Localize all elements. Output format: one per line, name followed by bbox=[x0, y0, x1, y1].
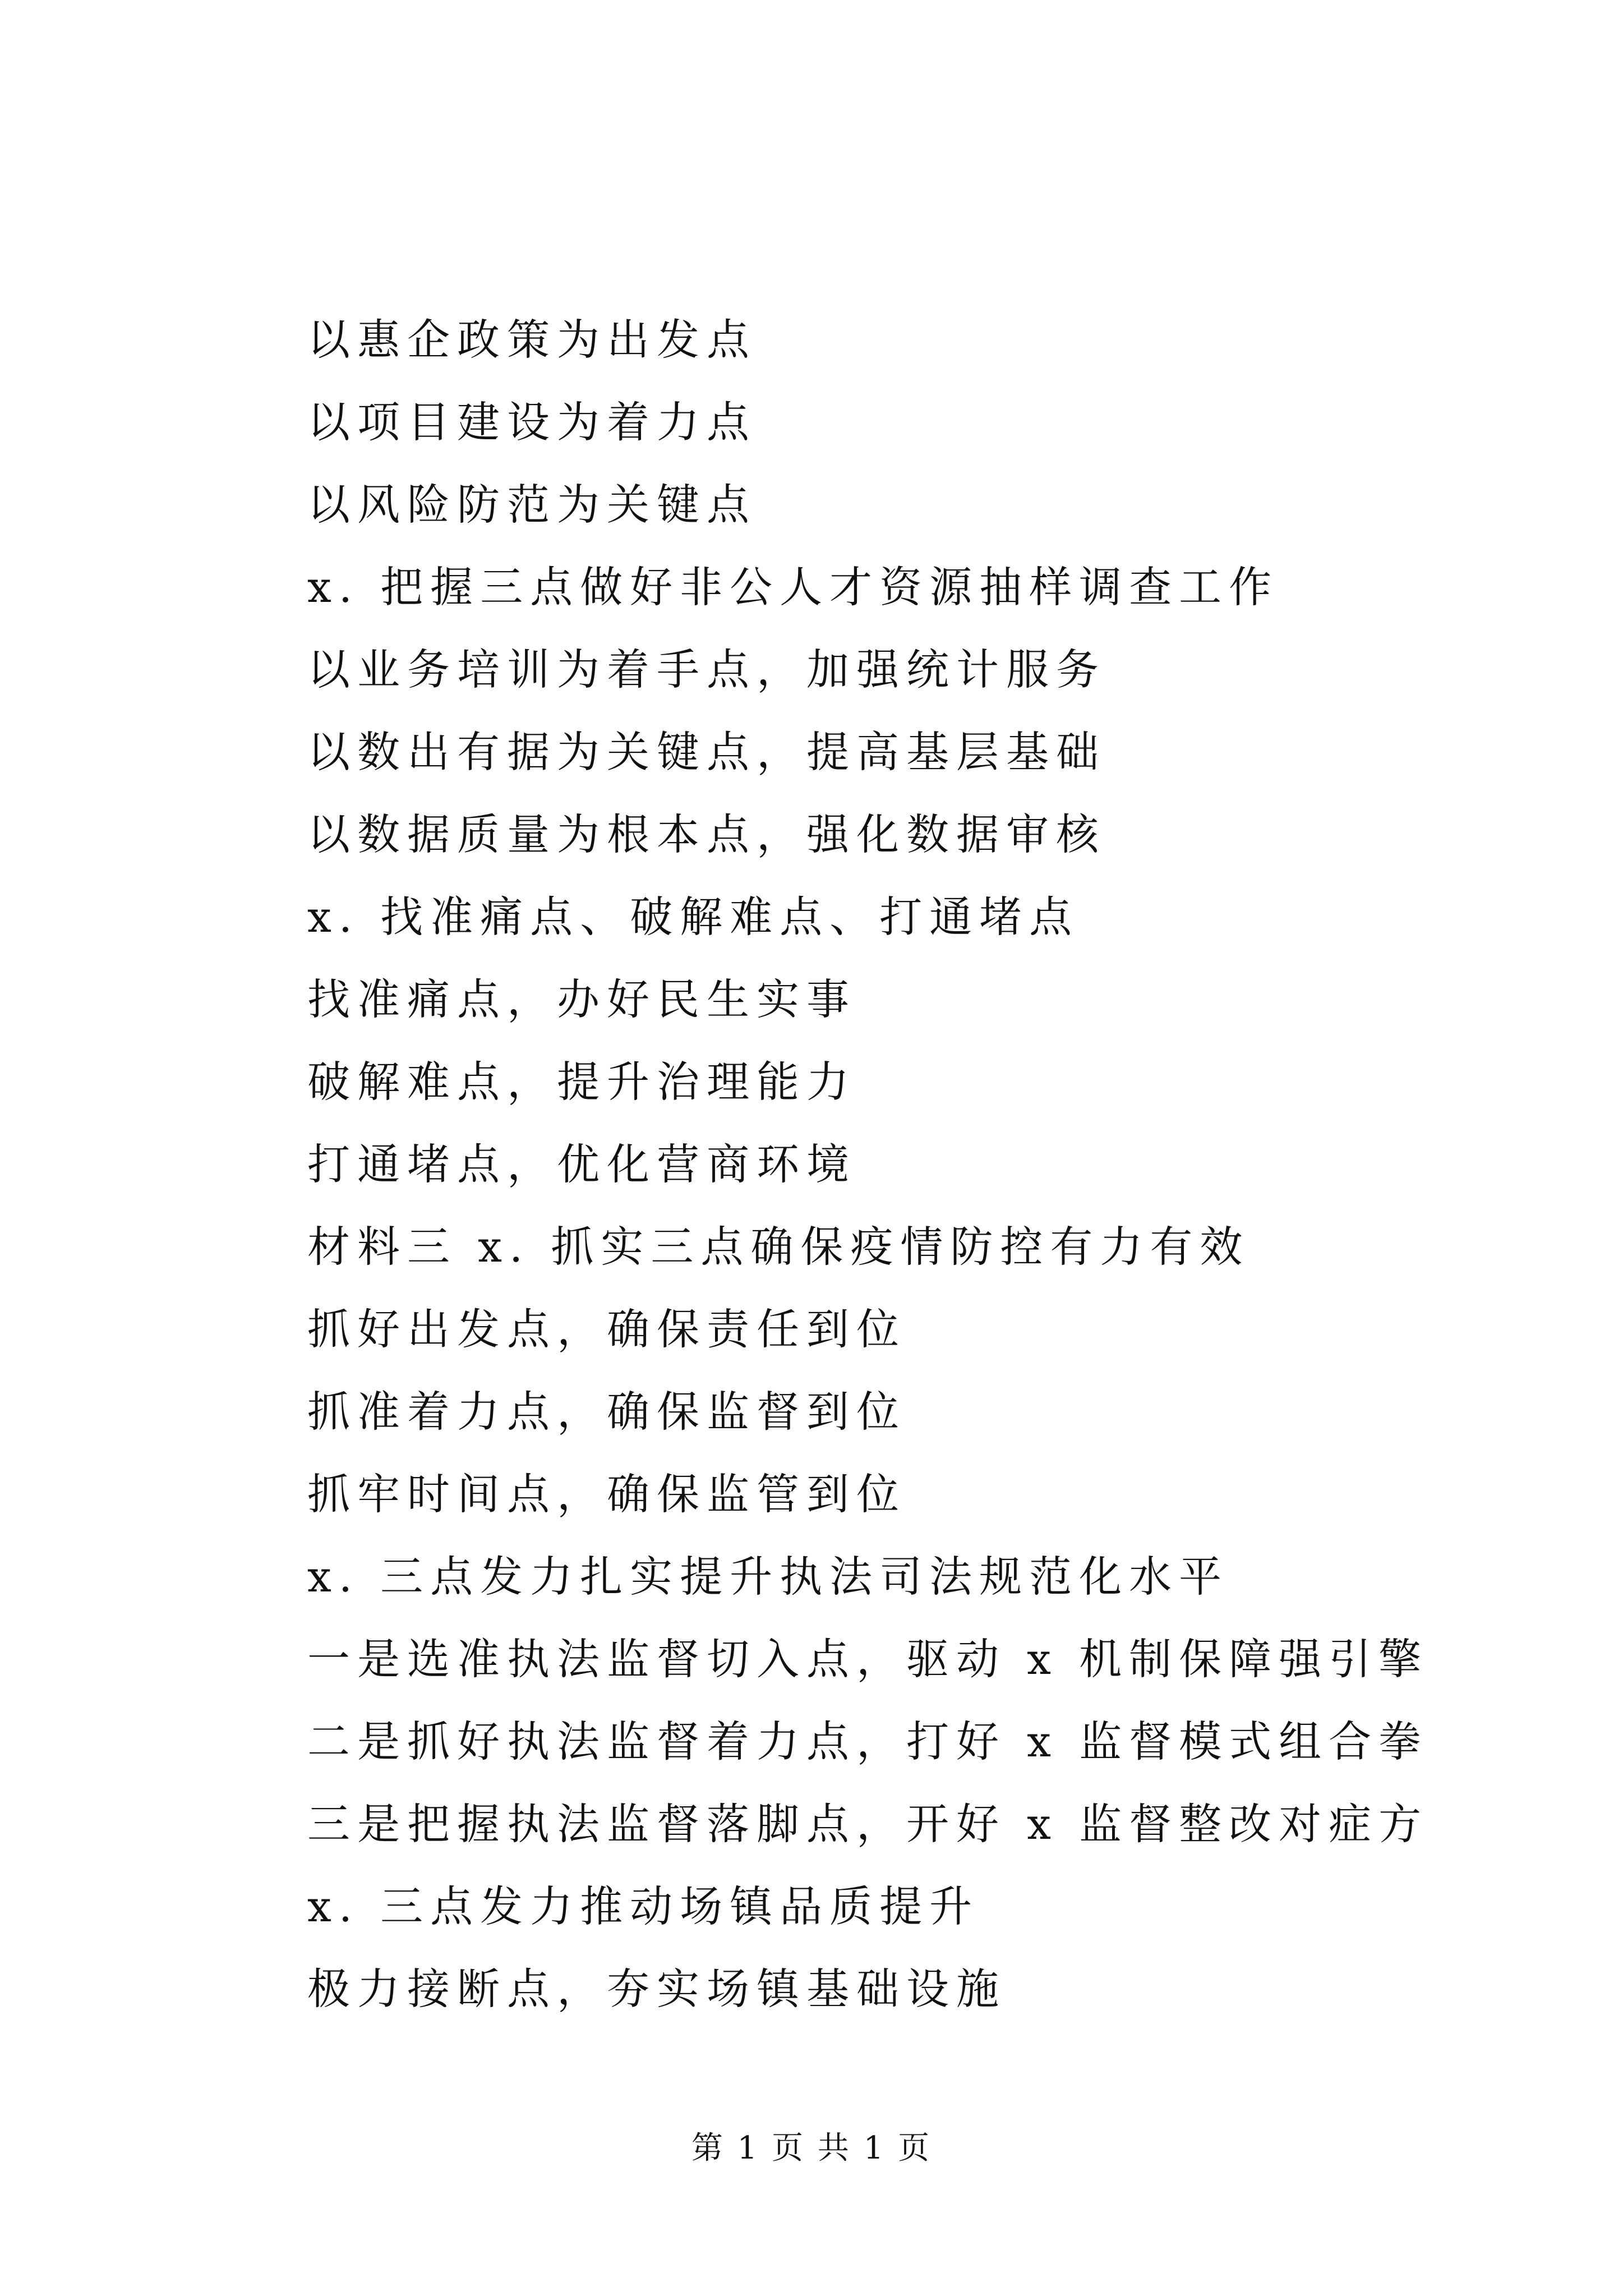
section-heading: x. 三点发力扎实提升执法司法规范化水平 bbox=[307, 1552, 1229, 1602]
section-heading: x. 三点发力推动场镇品质提升 bbox=[307, 1881, 980, 1931]
section-heading: x. 把握三点做好非公人才资源抽样调查工作 bbox=[307, 562, 1279, 612]
text-line: 一是选准执法监督切入点，驱动 x 机制保障强引擎 bbox=[307, 1634, 1429, 1684]
text-line: 破解难点，提升治理能力 bbox=[307, 1057, 856, 1107]
document-body bbox=[307, 303, 1429, 2035]
text-line: 打通堵点，优化营商环境 bbox=[307, 1139, 856, 1189]
text-line: 抓牢时间点，确保监管到位 bbox=[307, 1469, 906, 1519]
text-line: 抓准着力点，确保监督到位 bbox=[307, 1387, 906, 1437]
section-heading: 材料三 x. 抓实三点确保疫情防控有力有效 bbox=[307, 1222, 1250, 1272]
text-line: 三是把握执法监督落脚点，开好 x 监督整改对症方 bbox=[307, 1799, 1429, 1849]
text-line: 以惠企政策为出发点 bbox=[307, 315, 757, 365]
text-line: 以风险防范为关键点 bbox=[307, 480, 757, 530]
text-line: 找准痛点，办好民生实事 bbox=[307, 974, 856, 1024]
text-line: 以业务培训为着手点，加强统计服务 bbox=[307, 645, 1106, 694]
text-line: 以数据质量为根本点，强化数据审核 bbox=[307, 809, 1106, 859]
text-line: 二是抓好执法监督着力点，打好 x 监督模式组合拳 bbox=[307, 1717, 1429, 1766]
page-number-footer: 第 1 页 共 1 页 bbox=[691, 2130, 932, 2166]
text-line: 极力接断点，夯实场镇基础设施 bbox=[307, 1964, 1006, 2014]
text-line: 抓好出发点，确保责任到位 bbox=[307, 1304, 906, 1354]
text-line: 以项目建设为着力点 bbox=[307, 397, 757, 447]
section-heading: x. 找准痛点、破解难点、打通堵点 bbox=[307, 892, 1080, 942]
text-line: 以数出有据为关键点，提高基层基础 bbox=[307, 727, 1106, 777]
